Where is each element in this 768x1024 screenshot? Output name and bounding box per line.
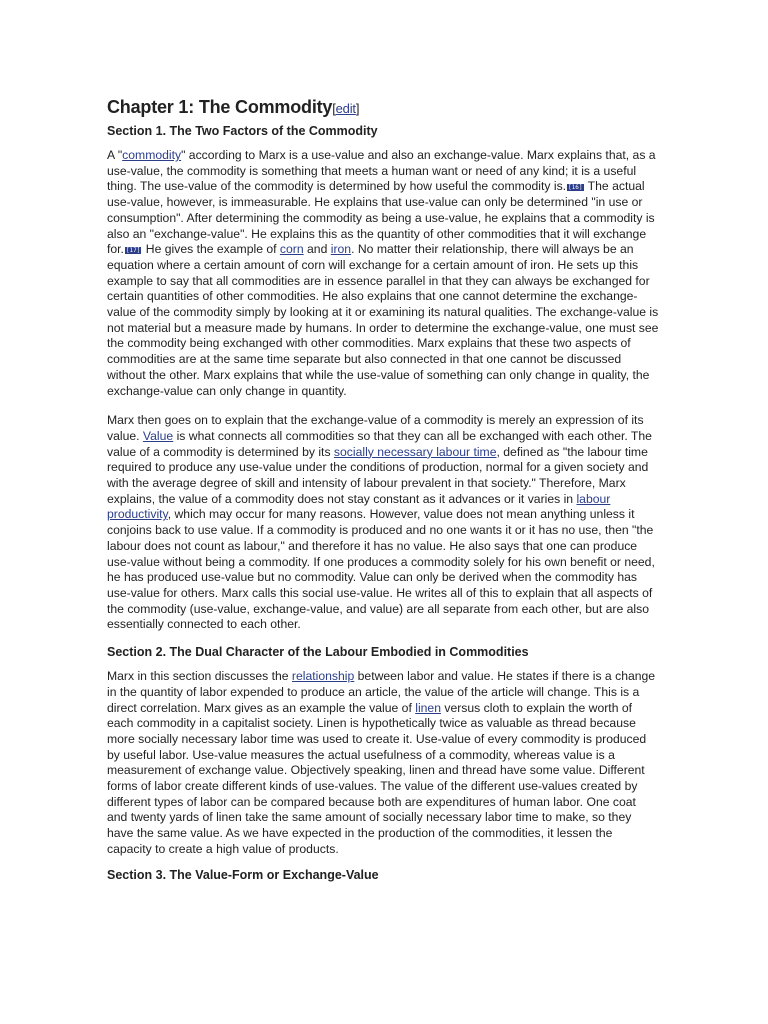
link-socially-necessary-labour-time[interactable]: socially necessary labour time <box>333 444 497 459</box>
citation-16[interactable]: [16] <box>568 184 583 192</box>
section-2-paragraph-1: Marx in this section discusses the relationship between labor and value. He states if there is a change in the quantity of labor expended to produce an article, the value of the article will change. This is a direct correlation. Marx gives as an example the value of linen versus cloth to explain the worth of each commodity in a capitalist society. Linen is hypothetically twice as valuable as thread because more socially necessary labor time was used to create it. Use-value of every commodity is produced by useful labor. Use-value measures the actual usefulness of a commodity, whereas value is a measurement of exchange value. Objectively speaking, linen and thread have some value. Different forms of labor create different kinds of use-values. The value of the different use-values created by different types of labor can be compared because both are expenditures of human labor. One coat and twenty yards of linen take the same amount of socially necessary labor time to make, so they have the same value. As we have expected in the production of the commodities, it lessen the capacity to create a high value of products. <box>107 669 656 856</box>
section-1-title: Section 1. The Two Factors of the Commodity <box>107 124 378 138</box>
edit-link[interactable]: edit <box>335 101 356 116</box>
link-corn[interactable]: corn <box>279 242 304 257</box>
edit-section: [edit] <box>332 101 360 116</box>
section-1-paragraph-1: A "commodity" according to Marx is a use-value and also an exchange-value. Marx explains that, as a use-value, the commodity is something that meets a human want or need of any kind; it is a useful thing. The use-value of the commodity is determined by how useful the commodity is. [16] The actual use-value, however, is immeasurable. He explains that use-value can only be determined "in use or consumption". After determining the commodity as being a use-value, he explains that a commodity is also an "exchange-value". He explains this as the quantity of other commodities that it will exchange for. [17] He gives the example of corn and iron. No matter their relationship, there will always be an equation where a certain amount of corn will exchange for a certain amount of iron. He sets up this example to say that all commodities are in essence parallel in that they can always be exchanged for certain quantities of other commodities. He also explains that one cannot determine the exchange-value of the commodity simply by looking at it or examining its natural qualities. The exchange-value is not material but a measure made by humans. In order to determine the exchange-value, one must see the commodity being exchanged with other commodities. Marx explains that these two aspects of commodities are at the same time separate but also connected in that one cannot be discussed without the other. Marx explains that while the use-value of something can only change in quality, the exchange-value can only change in quantity. <box>107 148 659 398</box>
link-linen[interactable]: linen <box>415 700 441 715</box>
chapter-title <box>107 96 659 120</box>
article-content <box>107 96 659 884</box>
section-3-title: Section 3. The Value-Form or Exchange-Value <box>107 867 379 882</box>
chapter-title-text: Chapter 1: The Commodity <box>107 97 333 117</box>
section-1-paragraph-2: Marx then goes on to explain that the exchange-value of a commodity is merely an expression of its value. Value is what connects all commodities so that they can all be exchanged with each other. The value of a commodity is determined by its socially necessary labour time, defined as "the labour time required to produce any use-value under the conditions of production, normal for a given society and with the average degree of skill and intensity of labour prevalent in that society." Therefore, Marx explains, the value of a commodity does not stay constant as it advances or it varies in labour productivity, which may occur for many reasons. However, value does not mean anything unless it conjoins back to use value. If a commodity is produced and no one wants it or it has no use, then "the labour does not count as labour," and therefore it has no value. He also says that one can produce use-value without being a commodity. If one produces a commodity solely for his own benefit or need, he has produced use-value but no commodity. Value can only be derived when the commodity has use-value for others. Marx calls this social use-value. He writes all of this to explain that all aspects of the commodity (use-value, exchange-value, and value) are all separate from each other, but are also essentially connected to each other. <box>107 413 655 632</box>
citation-17[interactable]: [17] <box>125 247 141 255</box>
link-value[interactable]: Value <box>142 428 174 443</box>
link-iron[interactable]: iron <box>330 242 352 257</box>
link-commodity[interactable]: commodity <box>122 148 182 162</box>
link-relationship[interactable]: relationship <box>291 669 355 684</box>
link-labour-productivity[interactable]: labour productivity <box>107 491 611 522</box>
section-2-title: Section 2. The Dual Character of the Labour Embodied in Commodities <box>107 645 529 660</box>
